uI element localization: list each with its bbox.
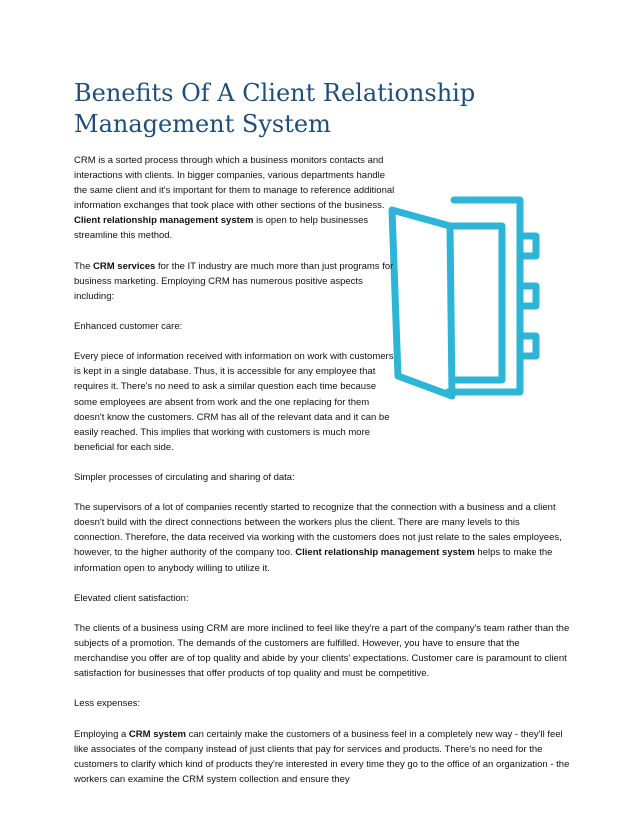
section-heading: Elevated client satisfaction: (74, 592, 189, 604)
paragraph: The CRM services for the IT industry are much more than just programs for business marketing. Employing CRM has numerous positive aspects including: (74, 260, 394, 302)
article-body (74, 153, 570, 802)
paragraph: The clients of a business using CRM are more inclined to feel like they're a part of the company's team rather than the subjects of a promotion. The demands of the customers are fulfilled. However, you have to ensure that the merchandise you offer are of top quality and abide by your clients' expectations. Customer care is paramount to client satisfaction for businesses that offer products of top quality and must be competitive. (74, 622, 570, 680)
bold-link-text: Client relationship management system (295, 547, 475, 559)
bold-link-text: Client relationship management system (74, 215, 254, 227)
page-title: Benefits Of A Client Relationship Management System (74, 79, 476, 138)
section-heading: Simpler processes of circulating and sharing of data: (74, 471, 295, 483)
section-heading: Enhanced customer care: (74, 321, 183, 333)
bold-link-text: CRM services (93, 260, 156, 272)
paragraph: Employing a CRM system can certainly make the customers of a business feel in a completely new way - they'll feel like associates of the company instead of just clients that pay for services and products. There's no need for the customers to clarify which kind of products they're interested in every time they go to the office of an organization - the workers can examine the CRM system collection and ensure they (74, 728, 570, 785)
paragraph: The supervisors of a lot of companies recently started to recognize that the connection with a business and a client doesn't build with the direct connections between the workers plus the client. There are many levels to this connection. Therefore, the data received via working with the customers does not just relate to the sales employees, however, to the higher authority of the company too. Client relationship management system helps to make the information open to anybody willing to utilize it. (74, 502, 562, 574)
figure-wrap-spacer (400, 198, 570, 428)
bold-link-text: CRM system (128, 728, 186, 740)
paragraph: Every piece of information received with information on work with customers is kept in a single database. Thus, it is accessible for any employee that requires it. There's no need to ask a similar question each time because some employees are absent from work and the one replacing for them doesn't know the customers. CRM has all of the relevant data and it can be easily reached. This implies that working with customers is much more beneficial for each side. (74, 351, 394, 453)
section-heading: Less expenses: (74, 698, 141, 710)
paragraph: CRM is a sorted process through which a business monitors contacts and interactions with clients. In bigger companies, various departments handle the same client and it's important for them to manage to reference additional information exchanges that took place with other sections of the business. Client relationship management system is open to help businesses streamline this method. (74, 155, 395, 242)
